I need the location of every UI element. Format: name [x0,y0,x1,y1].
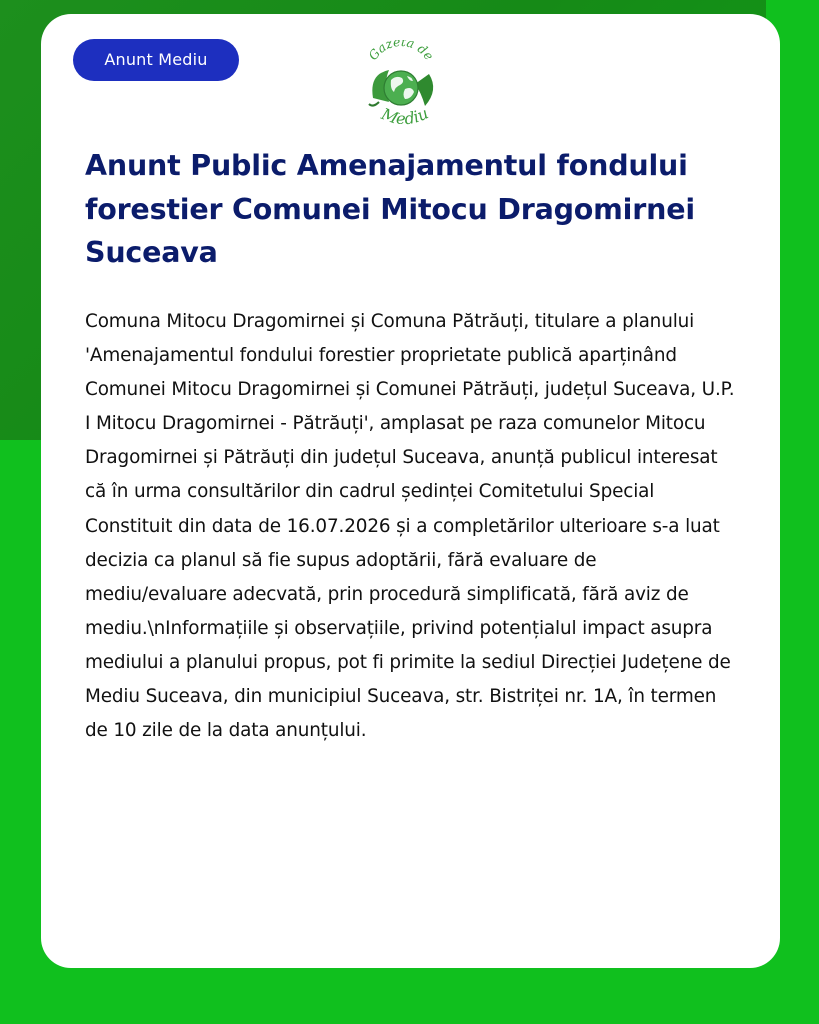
logo-text-top: Gazeta de [365,40,437,63]
globe-leaf-icon [359,40,443,132]
gazeta-de-mediu-logo [359,40,443,132]
category-badge[interactable]: Anunt Mediu [73,39,239,81]
svg-text:Gazeta de [365,40,437,63]
svg-text:Mediu [378,103,431,128]
announcement-body: Comuna Mitocu Dragomirnei și Comuna Pătrăuți, titulare a planului 'Amenajamentul fondului forestier proprietate publică aparținând Comunei Mitocu Dragomirnei și Comunei Pătrăuți, județul Suceava, U.P. I Mitocu Dragomirnei - Pătrăuți', amplasat pe raza comunelor Mitocu Dragomirnei și Pătrăuți din județul Suceava, anunță publicul interesat că în urma consultărilor din cadrul ședinței Comitetului Special Constituit din data de 16.07.2026 și a completărilor ulterioare s-a luat decizia ca planul să fie supus adoptării, fără evaluare de mediu/evaluare adecvată, prin procedură simplificată, fără aviz de mediu.\nInformațiile și observațiile, privind potențialul impact asupra mediului a planului propus, pot fi primite la sediul Direcției Județene de Mediu Suceava, din municipiul Suceava, str. Bistriței nr. 1A, în termen de 10 zile de la data anunțului. [85,311,735,742]
announcement-card [41,14,780,968]
announcement-title: Anunt Public Amenajamentul fondului forestier Comunei Mitocu Dragomirnei Suceava [85,149,695,269]
logo-text-bottom: Mediu [378,103,432,129]
